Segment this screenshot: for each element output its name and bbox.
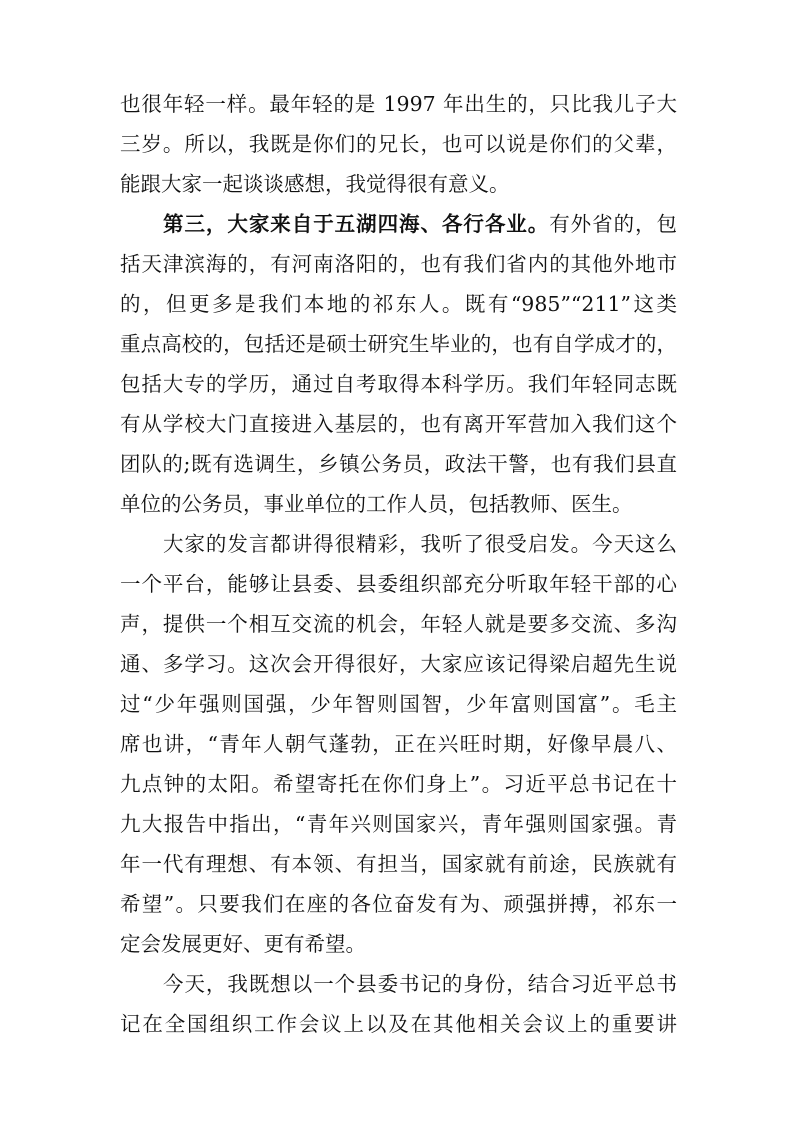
text-line: 九大报告中指出，“青年兴则国家兴，青年强则国家强。青 [120,812,677,836]
text-line: 希望”。只要我们在座的各位奋发有为、顽强拼搏，祁东一 [120,892,677,916]
text-line [120,204,677,244]
text-line: 九点钟的太阳。希望寄托在你们身上”。习近平总书记在十 [120,772,677,796]
text-line: 通、多学习。这次会开得很好，大家应该记得梁启超先生说 [120,652,677,676]
text-line: 三岁。所以，我既是你们的兄长，也可以说是你们的父辈， [120,132,677,156]
text-line: 年一代有理想、有本领、有担当，国家就有前途，民族就有 [120,852,677,876]
paragraph-2 [120,204,677,524]
text-line: 重点高校的，包括还是硕士研究生毕业的，也有自学成才的， [120,332,677,356]
text-line: 记在全国组织工作会议上以及在其他相关会议上的重要讲 [120,1012,677,1036]
text-line: 一个平台，能够让县委、县委组织部充分听取年轻干部的心 [120,572,677,596]
text-line: 能跟大家一起谈谈感想，我觉得很有意义。 [120,172,510,196]
text-line: 定会发展更好、更有希望。 [120,932,366,956]
text-line: 声，提供一个相互交流的机会，年轻人就是要多交流、多沟 [120,612,677,636]
text-line: 团队的;既有选调生，乡镇公务员，政法干警，也有我们县直 [120,452,677,476]
paragraph-1 [120,84,677,204]
text-line: 过“少年强则国强，少年智则国智，少年富则国富”。毛主 [120,692,677,716]
text-line: 有从学校大门直接进入基层的，也有离开军营加入我们这个 [120,412,677,436]
text-line: 括天津滨海的，有河南洛阳的，也有我们省内的其他外地市 [120,252,677,276]
paragraph-3 [120,524,677,964]
text-line: 包括大专的学历，通过自考取得本科学历。我们年轻同志既 [120,372,677,396]
text-line: 单位的公务员，事业单位的工作人员，包括教师、医生。 [120,492,633,516]
document-page [120,84,677,1044]
text-line: 也很年轻一样。最年轻的是 1997 年出生的，只比我儿子大 [120,92,677,116]
bold-heading: 第三，大家来自于五湖四海、各行各业。 [163,212,550,236]
text-line: 席也讲，“青年人朝气蓬勃，正在兴旺时期，好像早晨八、 [120,732,677,756]
text-line: 今天，我既想以一个县委书记的身份，结合习近平总书 [163,972,677,996]
text-line: 大家的发言都讲得很精彩，我听了很受启发。今天这么 [163,532,677,556]
paragraph-4 [120,964,677,1044]
text-span: 有外省的，包 [549,212,678,236]
text-line: 的，但更多是我们本地的祁东人。既有“985”“211”这类 [120,292,677,316]
